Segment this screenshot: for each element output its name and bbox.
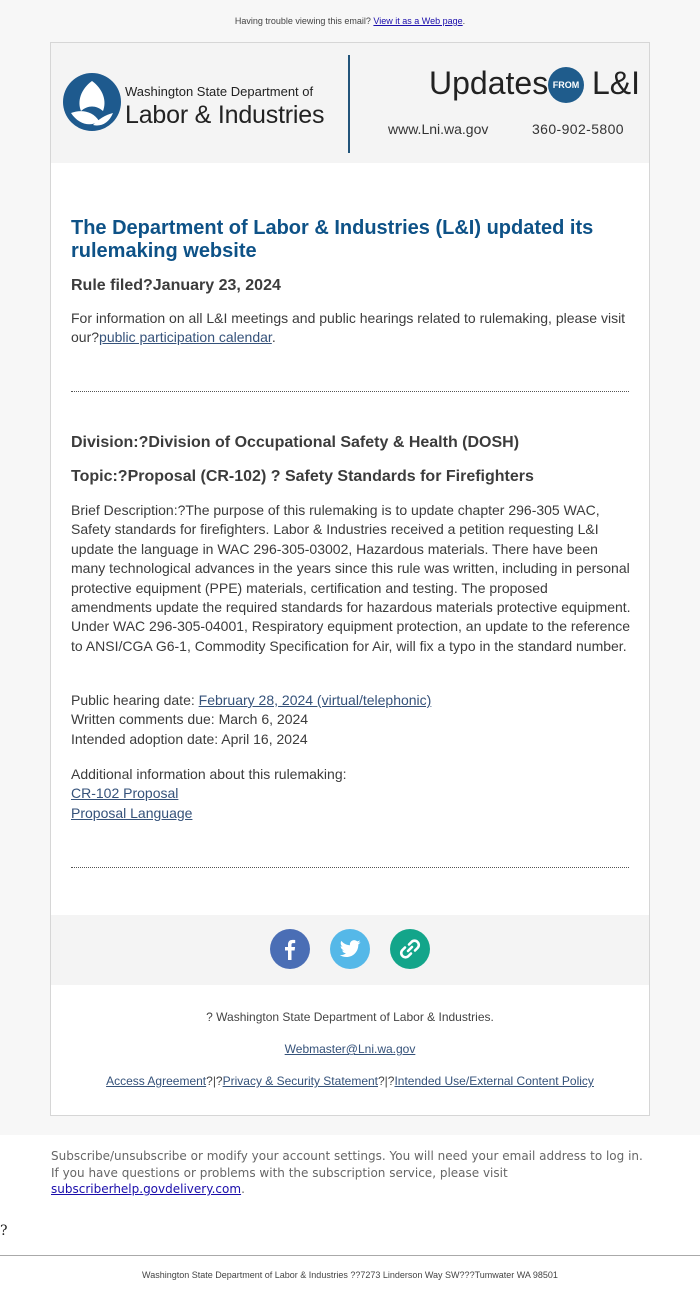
public-participation-calendar-link[interactable]: public participation calendar — [99, 329, 272, 346]
webmaster-email-link[interactable]: Webmaster@Lni.wa.gov — [284, 1042, 416, 1056]
twitter-icon — [339, 940, 361, 958]
intended-use-link[interactable]: Intended Use/External Content Policy — [394, 1074, 594, 1088]
twitter-share-button[interactable] — [330, 929, 370, 969]
policy-links: Access Agreement?|?Privacy & Security Statement?|?Intended Use/External Content Policy — [106, 1074, 594, 1088]
website-url: www.Lni.wa.gov — [388, 121, 489, 137]
division-heading: Division:?Division of Occupational Safety & Health (DOSH) — [71, 434, 520, 451]
info-paragraph: For information on all L&I meetings and public hearings related to rulemaking, please visit our?public participation calendar. — [71, 310, 626, 346]
agency-address: Washington State Department of Labor & Industries ??7273 Linderson Way SW???Tumwater WA 98501 — [142, 1270, 558, 1280]
stray-character: ? — [0, 1223, 8, 1239]
topic-heading: Topic:?Proposal (CR-102) ? Safety Standards for Firefighters — [71, 468, 534, 485]
public-hearing-link[interactable]: February 28, 2024 (virtual/telephonic) — [198, 692, 432, 708]
hearing-dates-block — [71, 691, 631, 749]
privacy-statement-link[interactable]: Privacy & Security Statement — [222, 1074, 378, 1088]
cr102-proposal-link[interactable]: CR-102 Proposal — [71, 785, 179, 802]
link-icon — [398, 937, 422, 961]
header-divider — [348, 55, 350, 153]
phone-number: 360-902-5800 — [532, 121, 624, 137]
social-bar — [51, 915, 649, 985]
updates-title: Updates — [429, 65, 549, 101]
copyright-text: ? Washington State Department of Labor & Industries. — [206, 1010, 494, 1024]
copy-link-button[interactable] — [390, 929, 430, 969]
comments-due-line: Written comments due: March 6, 2024 — [71, 711, 309, 728]
subscription-notice: Subscribe/unsubscribe or modify your account settings. You will need your email address to log in. If you have questions or problems with the subscription service, please visit subscriberhelp.govdelivery.com. — [51, 1149, 643, 1196]
lni-logo-icon — [63, 73, 121, 131]
section-divider — [71, 391, 629, 392]
access-agreement-link[interactable]: Access Agreement — [106, 1074, 207, 1088]
from-badge: FROM — [548, 67, 584, 103]
email-card — [50, 42, 650, 1116]
web-view-notice: Having trouble viewing this email? View it as a Web page. — [0, 0, 700, 42]
section-divider — [71, 867, 629, 868]
footer-rule — [0, 1255, 700, 1256]
li-title: L&I — [592, 65, 641, 101]
brief-description: Brief Description:?The purpose of this rulemaking is to update chapter 296-305 WAC, Safety standards for firefighters. Labor & Industries received a petition requesting L&I update the language in WAC 296-305-03002, Hazardous materials. There have been many technological advances in the years since this rule was written, including in personal protective equipment (PPE) materials, certification and testing. The proposed amendments update the required standards for hazardous materials protective equipment. Under WAC 296-305-04001, Respiratory equipment protection, an update to the reference to ANSI/CGA G6-1, Commodity Specification for Air, will fix a typo in the standard number. — [71, 502, 631, 654]
subscriber-help-link[interactable]: subscriberhelp.govdelivery.com — [51, 1182, 242, 1196]
email-header — [51, 43, 649, 163]
adoption-date-line: Intended adoption date: April 16, 2024 — [71, 730, 308, 747]
view-web-page-link[interactable]: View it as a Web page — [373, 16, 463, 26]
webmaster-email-line — [51, 1042, 649, 1056]
rule-filed-date: Rule filed?January 23, 2024 — [71, 277, 281, 294]
public-hearing-line: Public hearing date: February 28, 2024 (virtual/telephonic) — [71, 692, 432, 708]
agency-name-large: Labor & Industries — [125, 101, 325, 129]
additional-info-block — [71, 765, 631, 823]
agency-name-small: Washington State Department of — [125, 84, 314, 99]
facebook-icon — [280, 938, 300, 960]
facebook-share-button[interactable] — [270, 929, 310, 969]
proposal-language-link[interactable]: Proposal Language — [71, 804, 193, 821]
additional-info-label: Additional information about this rulemaking: — [71, 766, 347, 782]
article-title: The Department of Labor & Industries (L&I) updated its rulemaking website — [71, 217, 594, 262]
